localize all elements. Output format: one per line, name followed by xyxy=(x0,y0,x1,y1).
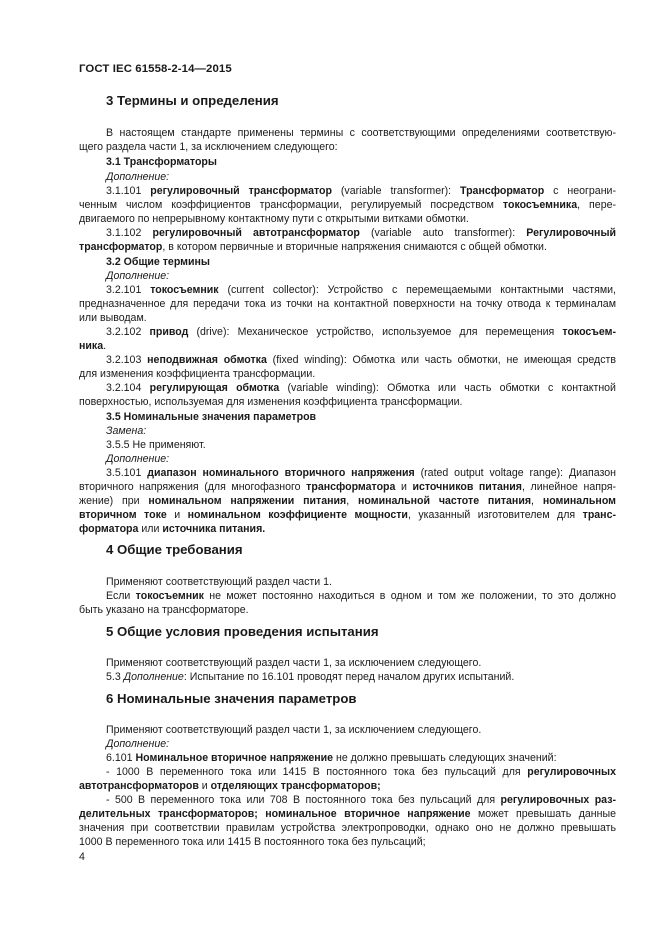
bold-term: Трансформатор xyxy=(460,185,545,197)
section-heading xyxy=(106,542,243,557)
bold-term: ника xyxy=(79,340,104,352)
italic-text: Дополнение: xyxy=(106,738,170,750)
text-run: - 1000 В переменного тока или 1415 В постоянного тока без пульсаций для xyxy=(106,766,528,778)
document-header: ГОСТ IEC 61558-2-14—2015 xyxy=(79,63,232,75)
text-run: Если xyxy=(106,590,136,602)
text-line xyxy=(106,170,169,184)
text-run: , линейное напря- xyxy=(522,481,616,493)
text-run: 3.5.101 xyxy=(106,467,148,479)
bold-term: трансформатора xyxy=(306,481,396,493)
text-line xyxy=(106,269,169,283)
text-run: 3.1.101 xyxy=(106,185,151,197)
text-run: или xyxy=(138,523,163,535)
text-run: может превышать данные xyxy=(470,808,616,820)
text-run: , пере- xyxy=(577,199,617,211)
italic-text: Дополнение: xyxy=(106,171,170,183)
text-run: щего раздела части 1, за исключением следующего: xyxy=(79,141,338,153)
text-run: и xyxy=(166,509,188,521)
text-run: , в котором первичные и вторичные напряжения снимаются с общей обмотки. xyxy=(162,241,547,253)
text-run: вторичного напряжения (для многофазного xyxy=(79,481,307,493)
text-run: (current collector): Устройство с перемещаемыми контактными частями, xyxy=(218,284,616,296)
text-run: . xyxy=(103,340,107,352)
text-line xyxy=(106,737,169,751)
bold-term: регулировочный автотрансформатор xyxy=(152,227,360,239)
text-line xyxy=(106,410,316,424)
text-run: 1000 В переменного тока или 1415 В постоянного тока без пульсаций; xyxy=(79,836,426,848)
text-run: - 500 В переменного тока или 708 В постоянного тока без пульсаций для xyxy=(106,794,501,806)
text-line xyxy=(106,656,481,670)
text-run: В настоящем стандарте применены термины с соответствующими определениями соответствую- xyxy=(106,127,616,139)
text-run: : Испытание по 16.101 проводят перед началом других испытаний. xyxy=(183,671,515,683)
section-heading xyxy=(106,691,357,706)
text-line xyxy=(79,240,547,254)
text-line xyxy=(106,575,332,589)
text-line xyxy=(79,508,616,522)
bold-term: регулировочный трансформатор xyxy=(150,185,332,197)
text-run: с неограни- xyxy=(544,185,616,197)
italic-text: Замена: xyxy=(106,425,147,437)
text-line xyxy=(106,723,481,737)
text-run: двигаемого по непрерывному контактному пути с открытыми витками обмотки. xyxy=(79,213,469,225)
text-run: для изменения коэффициента трансформации. xyxy=(79,368,316,380)
bold-term: номинальной частоте питания xyxy=(358,495,532,507)
text-run: быть указано на трансформаторе. xyxy=(79,604,249,616)
text-line xyxy=(106,283,616,297)
text-line xyxy=(106,751,557,765)
bold-term: вторичном токе xyxy=(79,509,167,521)
text-run: (rated output voltage range): Диапазон xyxy=(414,467,616,479)
text-line xyxy=(106,670,514,684)
text-run: Применяют соответствующий раздел части 1. xyxy=(106,576,332,588)
text-run: 3.1.102 xyxy=(106,227,153,239)
bold-term: Регулировочный xyxy=(526,227,617,239)
text-line xyxy=(106,452,169,466)
text-run: 5.3 xyxy=(106,671,124,683)
bold-term: неподвижная обмотка xyxy=(147,354,267,366)
bold-term: номинальном xyxy=(542,495,616,507)
text-run: 3.2.104 xyxy=(106,382,150,394)
bold-term: номинальном напряжении питания xyxy=(148,495,347,507)
text-line xyxy=(106,155,217,169)
text-run: (variable auto transformer): xyxy=(359,227,527,239)
italic-text: Дополнение xyxy=(123,671,184,683)
text-run: (variable transformer): xyxy=(331,185,461,197)
text-run: 3.5.5 Не применяют. xyxy=(106,439,206,451)
text-run: и xyxy=(198,780,211,792)
text-line xyxy=(79,480,616,494)
bold-term: 3.5 Номинальные значения параметров xyxy=(106,411,317,423)
text-line xyxy=(106,226,616,240)
text-run: поверхностью, используемая для изменения коэффициента трансформации. xyxy=(79,396,463,408)
section-heading xyxy=(106,624,379,639)
text-run: 3.2.101 xyxy=(106,284,151,296)
text-run: жение) при xyxy=(79,495,149,507)
text-run: Применяют соответствующий раздел части 1, за исключением следующего. xyxy=(106,657,482,669)
text-line xyxy=(79,835,426,849)
bold-term: источников питания xyxy=(412,481,522,493)
text-run: значения при соответствии правилам устройства электропроводки, однако оно не должно превышать xyxy=(79,822,616,834)
text-run: не может постоянно находиться в одном и том же положении, то это должно xyxy=(203,590,616,602)
bold-term: номинальном коэффициенте мощности xyxy=(187,509,408,521)
bold-term: автотрансформаторов xyxy=(79,780,199,792)
text-line xyxy=(79,603,249,617)
text-run: 3.2.103 xyxy=(106,354,148,366)
bold-term: регулировочных xyxy=(527,766,616,778)
text-line xyxy=(79,297,616,311)
bold-term: привод xyxy=(149,326,189,338)
text-line xyxy=(106,184,616,198)
text-run: Применяют соответствующий раздел части 1, за исключением следующего. xyxy=(106,724,482,736)
text-line xyxy=(79,395,463,409)
text-line xyxy=(79,311,147,325)
text-line xyxy=(106,381,616,395)
text-run: 6 Номинальные значения параметров xyxy=(106,691,357,706)
text-line xyxy=(79,198,616,212)
text-line xyxy=(79,779,381,793)
bold-term: форматора xyxy=(79,523,139,535)
italic-text: Дополнение: xyxy=(106,270,170,282)
text-run: (drive): Механическое устройство, используемое для перемещения xyxy=(188,326,563,338)
text-line xyxy=(106,255,210,269)
bold-term: 3.1 Трансформаторы xyxy=(106,156,217,168)
bold-term: токосъемник xyxy=(135,590,204,602)
bold-term: токосъемника xyxy=(502,199,578,211)
text-line xyxy=(79,522,265,536)
text-line xyxy=(106,466,616,480)
text-run: или выводам. xyxy=(79,312,147,324)
bold-term: диапазон номинального вторичного напряжения xyxy=(147,467,415,479)
bold-term: токосъемник xyxy=(150,284,219,296)
text-line xyxy=(106,424,146,438)
text-line xyxy=(79,339,106,353)
text-line xyxy=(79,367,315,381)
text-run: и xyxy=(395,481,413,493)
text-run: 3 Термины и определения xyxy=(106,93,279,108)
bold-term: регулирующая обмотка xyxy=(149,382,280,394)
bold-term: регулировочных раз- xyxy=(500,794,616,806)
text-line xyxy=(79,140,338,154)
text-run: 3.2.102 xyxy=(106,326,150,338)
text-run: (fixed winding): Обмотка или часть обмотки, не имеющая средств xyxy=(266,354,617,366)
text-line xyxy=(79,821,616,835)
text-line xyxy=(106,126,616,140)
text-run: 4 Общие требования xyxy=(106,542,243,557)
bold-term: источника питания. xyxy=(162,523,266,535)
text-run: 5 Общие условия проведения испытания xyxy=(106,624,379,639)
text-run: не должно превышать следующих значений: xyxy=(333,752,557,764)
bold-term: делительных трансформаторов; номинальное вторичное напряжение xyxy=(79,808,471,820)
bold-term: отделяющих трансформаторов; xyxy=(210,780,381,792)
text-line xyxy=(106,325,616,339)
text-line xyxy=(79,494,616,508)
text-run: , xyxy=(531,495,543,507)
text-line xyxy=(106,793,616,807)
text-line xyxy=(106,765,616,779)
text-line xyxy=(79,212,469,226)
text-run: ченным числом коэффициентов трансформации, регулируемый посредством xyxy=(79,199,503,211)
bold-term: 3.2 Общие термины xyxy=(106,256,210,268)
text-run: , xyxy=(346,495,358,507)
bold-term: трансформатор xyxy=(79,241,163,253)
text-run: , указанный изготовителем для xyxy=(407,509,583,521)
bold-term: Номинальное вторичное напряжение xyxy=(135,752,334,764)
text-line xyxy=(79,807,616,821)
text-line xyxy=(106,438,206,452)
page-number: 4 xyxy=(79,851,85,863)
text-run: 6.101 xyxy=(106,752,136,764)
bold-term: транс- xyxy=(582,509,616,521)
text-run: (variable winding): Обмотка или часть обмотки с контактной xyxy=(279,382,616,394)
bold-term: токосъем- xyxy=(562,326,616,338)
text-line xyxy=(106,589,616,603)
italic-text: Дополнение: xyxy=(106,453,170,465)
section-heading xyxy=(106,93,279,108)
text-line xyxy=(106,353,616,367)
text-run: предназначенное для передачи тока из точки на контактной поверхности на точку отвода к терминалам xyxy=(79,298,616,310)
